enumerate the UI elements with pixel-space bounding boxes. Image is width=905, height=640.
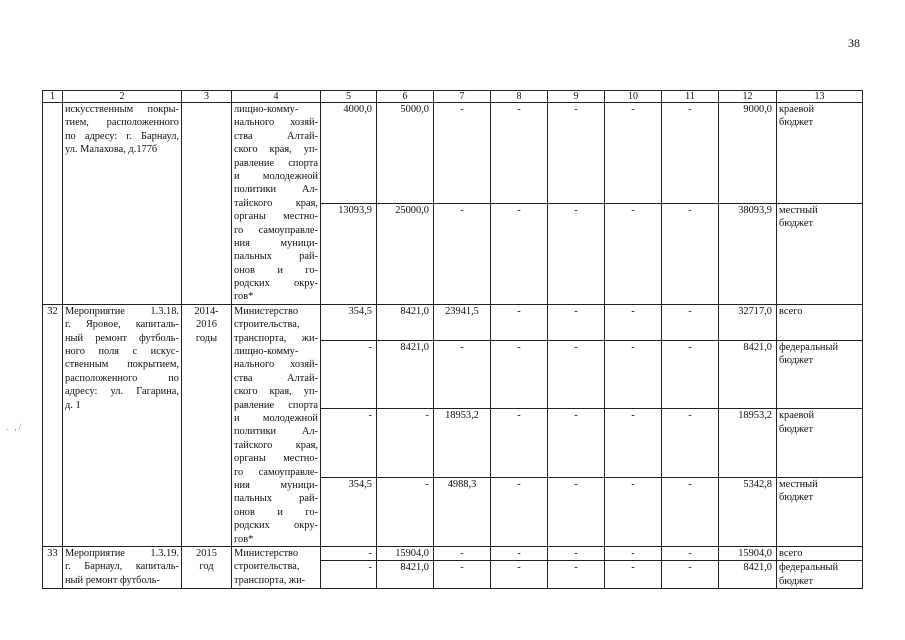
value-10: - <box>605 304 662 340</box>
funding-source-line: всего <box>779 547 803 559</box>
value-8: - <box>491 478 548 547</box>
text-line: 2014- <box>194 305 219 317</box>
text-line: гов* <box>234 291 254 303</box>
value-6: 15904,0 <box>377 546 434 560</box>
value-5: - <box>321 340 377 409</box>
text-line: расположенного по <box>65 372 179 384</box>
text-line: ния муници- <box>234 479 318 491</box>
value-11: - <box>662 103 719 204</box>
value-9: - <box>548 304 605 340</box>
item-number <box>43 103 63 305</box>
text-line: онов и го- <box>234 506 318 518</box>
value-12: 8421,0 <box>719 561 777 589</box>
text-line: политики Ал- <box>234 426 318 438</box>
value-11: - <box>662 478 719 547</box>
header-cell: 5 <box>321 91 377 103</box>
text-line: тием, расположенного <box>65 117 179 129</box>
table-row <box>43 546 863 560</box>
value-5: - <box>321 561 377 589</box>
text-line: политики Ал- <box>234 184 318 196</box>
text-line: ского края, уп- <box>234 386 318 398</box>
value-7: - <box>434 103 491 204</box>
funding-source-line: всего <box>779 305 803 317</box>
scan-speck: . ,/ <box>6 422 24 432</box>
text-line: искусственным покры- <box>65 104 179 115</box>
funding-source <box>777 546 863 560</box>
text-line: транспорта, жи- <box>234 332 318 344</box>
program-table <box>42 90 863 589</box>
header-cell: 3 <box>182 91 232 103</box>
funding-source-line: бюджет <box>779 218 814 230</box>
text-line: ства Алтай- <box>234 130 318 142</box>
header-cell: 9 <box>548 91 605 103</box>
text-line: Мероприятие 1.3.18. <box>65 305 179 317</box>
value-6: - <box>377 409 434 478</box>
value-7: - <box>434 340 491 409</box>
text-line: ного поля с искус- <box>65 346 179 358</box>
value-9: - <box>548 340 605 409</box>
value-12: 8421,0 <box>719 340 777 409</box>
item-period <box>182 304 232 546</box>
text-line: гов* <box>234 533 254 545</box>
header-cell: 1 <box>43 91 63 103</box>
value-11: - <box>662 304 719 340</box>
value-12: 5342,8 <box>719 478 777 547</box>
value-9: - <box>548 203 605 304</box>
item-period <box>182 103 232 305</box>
value-7: 18953,2 <box>434 409 491 478</box>
value-10: - <box>605 478 662 547</box>
text-line: го самоуправле- <box>234 224 318 236</box>
funding-source-line: краевой <box>779 104 815 115</box>
header-cell: 6 <box>377 91 434 103</box>
funding-source-line: местный <box>779 479 818 491</box>
funding-source <box>777 561 863 589</box>
value-7: - <box>434 546 491 560</box>
text-line: нального хозяй- <box>234 359 318 371</box>
text-line: д. 1 <box>65 399 81 411</box>
value-9: - <box>548 561 605 589</box>
value-7: - <box>434 561 491 589</box>
header-cell: 11 <box>662 91 719 103</box>
funding-source-line: федеральный <box>779 562 839 574</box>
text-line: пальных рай- <box>234 493 318 505</box>
text-line: Мероприятие 1.3.19. <box>65 547 179 559</box>
value-7: 4988,3 <box>434 478 491 547</box>
text-line: г. Яровое, капиталь- <box>65 319 179 331</box>
text-line: нального хозяй- <box>234 117 318 129</box>
text-line: Министерство <box>234 305 299 317</box>
item-description <box>63 304 182 546</box>
text-line: 2015 <box>196 547 217 559</box>
header-cell: 13 <box>777 91 863 103</box>
text-line: 2016 <box>196 319 217 331</box>
table-row <box>43 103 863 204</box>
text-line: родских окру- <box>234 278 318 290</box>
value-8: - <box>491 103 548 204</box>
text-line: ственным покрытием, <box>65 359 179 371</box>
text-line: адресу: ул. Гагарина, <box>65 386 179 398</box>
value-10: - <box>605 561 662 589</box>
value-8: - <box>491 340 548 409</box>
value-6: 5000,0 <box>377 103 434 204</box>
header-cell: 12 <box>719 91 777 103</box>
funding-source-line: краевой <box>779 410 815 422</box>
value-8: - <box>491 304 548 340</box>
text-line: и молодежной <box>234 412 318 424</box>
text-line: органы местно- <box>234 211 318 223</box>
item-number: 32 <box>43 304 63 546</box>
header-cell: 8 <box>491 91 548 103</box>
text-line: ского края, уп- <box>234 144 318 156</box>
text-line: лищно-комму- <box>234 104 299 115</box>
funding-source <box>777 103 863 204</box>
value-7: 23941,5 <box>434 304 491 340</box>
funding-source-line: бюджет <box>779 354 814 366</box>
text-line: ул. Малахова, д.177б <box>65 144 158 156</box>
value-6: 8421,0 <box>377 561 434 589</box>
text-line: г. Барнаул, капиталь- <box>65 561 179 573</box>
value-5: - <box>321 409 377 478</box>
value-9: - <box>548 546 605 560</box>
value-10: - <box>605 546 662 560</box>
text-line: органы местно- <box>234 453 318 465</box>
text-line: тайского края, <box>234 197 318 209</box>
text-line: строительства, <box>234 561 300 573</box>
text-line: тайского края, <box>234 439 318 451</box>
value-11: - <box>662 546 719 560</box>
header-cell: 7 <box>434 91 491 103</box>
value-10: - <box>605 340 662 409</box>
funding-source <box>777 340 863 409</box>
funding-source <box>777 409 863 478</box>
header-cell: 2 <box>63 91 182 103</box>
value-7: - <box>434 203 491 304</box>
value-11: - <box>662 561 719 589</box>
item-period <box>182 546 232 588</box>
value-12: 32717,0 <box>719 304 777 340</box>
value-11: - <box>662 409 719 478</box>
value-11: - <box>662 340 719 409</box>
value-12: 38093,9 <box>719 203 777 304</box>
value-8: - <box>491 203 548 304</box>
text-line: родских окру- <box>234 520 318 532</box>
text-line: и молодежной <box>234 170 318 182</box>
header-cell: 10 <box>605 91 662 103</box>
value-8: - <box>491 409 548 478</box>
value-8: - <box>491 546 548 560</box>
text-line: лищно-комму- <box>234 346 299 358</box>
value-10: - <box>605 409 662 478</box>
value-12: 18953,2 <box>719 409 777 478</box>
column-number-row <box>43 91 863 103</box>
text-line: ный ремонт футболь- <box>65 332 179 344</box>
value-6: 8421,0 <box>377 304 434 340</box>
text-line: равление спорта <box>234 399 318 411</box>
value-5: 354,5 <box>321 478 377 547</box>
funding-source-line: федеральный <box>779 341 839 353</box>
value-10: - <box>605 203 662 304</box>
value-5: - <box>321 546 377 560</box>
text-line: онов и го- <box>234 264 318 276</box>
value-12: 9000,0 <box>719 103 777 204</box>
text-line: пальных рай- <box>234 251 318 263</box>
text-line: транспорта, жи- <box>234 574 306 586</box>
funding-source-line: бюджет <box>779 117 814 129</box>
text-line: ный ремонт футболь- <box>65 574 160 586</box>
text-line: ния муници- <box>234 237 318 249</box>
funding-source <box>777 478 863 547</box>
value-5: 354,5 <box>321 304 377 340</box>
value-11: - <box>662 203 719 304</box>
funding-source-line: бюджет <box>779 423 814 435</box>
table-row <box>43 304 863 340</box>
value-10: - <box>605 103 662 204</box>
value-9: - <box>548 103 605 204</box>
value-6: 8421,0 <box>377 340 434 409</box>
text-line: ства Алтай- <box>234 372 318 384</box>
value-5: 13093,9 <box>321 203 377 304</box>
funding-source <box>777 304 863 340</box>
value-9: - <box>548 478 605 547</box>
text-line: Министерство <box>234 547 299 559</box>
text-line: годы <box>195 332 218 344</box>
text-line: год <box>199 561 214 573</box>
funding-source-line: местный <box>779 204 818 216</box>
funding-source-line: бюджет <box>779 575 814 587</box>
item-executors <box>232 546 321 588</box>
funding-source <box>777 203 863 304</box>
value-9: - <box>548 409 605 478</box>
funding-source-line: бюджет <box>779 492 814 504</box>
value-5: 4000,0 <box>321 103 377 204</box>
value-6: - <box>377 478 434 547</box>
text-line: строительства, <box>234 319 300 331</box>
item-description <box>63 546 182 588</box>
text-line: го самоуправле- <box>234 466 318 478</box>
header-cell: 4 <box>232 91 321 103</box>
item-description <box>63 103 182 305</box>
item-executors <box>232 103 321 305</box>
text-line: по адресу: г. Барнаул, <box>65 130 179 142</box>
item-number: 33 <box>43 546 63 588</box>
text-line: равление спорта <box>234 157 318 169</box>
value-12: 15904,0 <box>719 546 777 560</box>
item-executors <box>232 304 321 546</box>
page-number: 38 <box>848 36 860 50</box>
value-6: 25000,0 <box>377 203 434 304</box>
value-8: - <box>491 561 548 589</box>
